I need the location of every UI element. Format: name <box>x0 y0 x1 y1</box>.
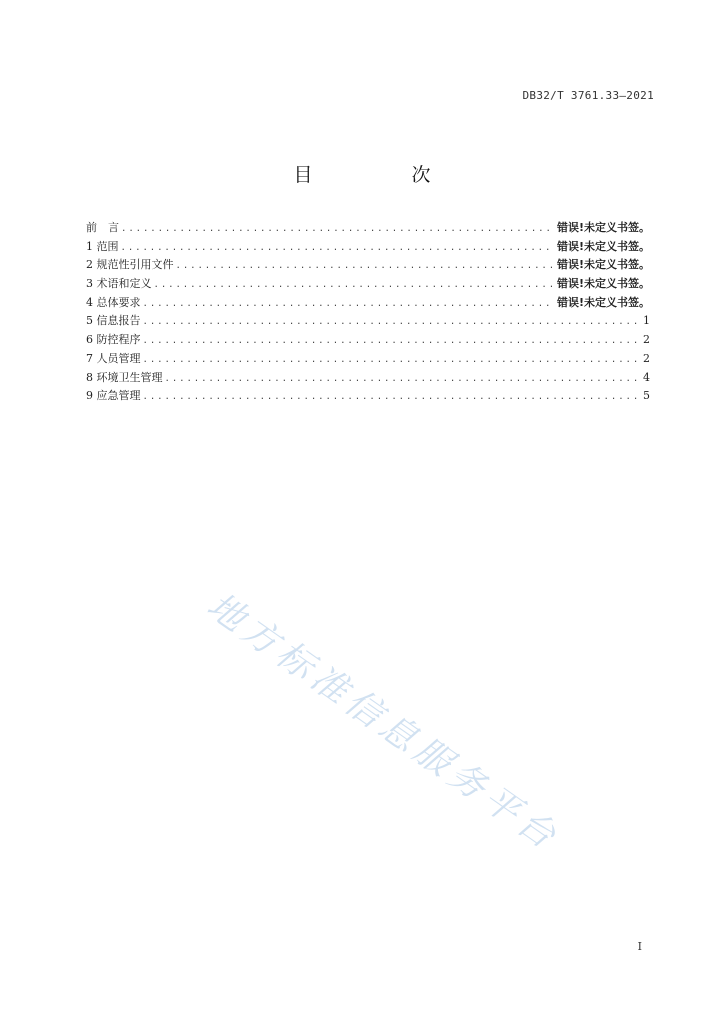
watermark: 地方标准信息服务平台 <box>199 585 568 860</box>
toc-entry[interactable] <box>86 331 650 350</box>
toc-leader-dots <box>143 295 553 313</box>
toc-entry[interactable] <box>86 275 650 294</box>
toc-entry-label: 1 范围 <box>86 239 119 253</box>
toc-leader-dots <box>176 257 553 275</box>
toc-entry-label: 8 环境卫生管理 <box>86 370 163 384</box>
toc-entry[interactable] <box>86 238 650 257</box>
toc-leader-dots <box>143 332 640 350</box>
toc-entry-page: 错误!未定义书签。 <box>556 239 650 253</box>
toc-leader-dots <box>143 351 640 369</box>
toc-entry-label: 2 规范性引用文件 <box>86 258 174 272</box>
toc-entry-page: 5 <box>643 389 650 403</box>
toc-entry-label: 4 总体要求 <box>86 295 141 309</box>
toc-leader-dots <box>165 370 640 388</box>
table-of-contents <box>86 219 650 406</box>
toc-entry[interactable] <box>86 219 650 238</box>
toc-entry-label: 6 防控程序 <box>86 333 141 347</box>
toc-entry-page: 1 <box>643 314 650 328</box>
toc-entry[interactable] <box>86 256 650 275</box>
toc-entry[interactable] <box>86 294 650 313</box>
page-title: 目 次 <box>293 164 471 186</box>
toc-leader-dots <box>143 388 640 406</box>
toc-leader-dots <box>154 276 553 294</box>
toc-entry-page: 错误!未定义书签。 <box>556 295 650 309</box>
toc-entry[interactable] <box>86 369 650 388</box>
page-number: I <box>637 940 642 953</box>
toc-entry-page: 2 <box>643 351 650 365</box>
toc-entry-page: 2 <box>643 333 650 347</box>
toc-entry[interactable] <box>86 350 650 369</box>
toc-leader-dots <box>143 313 640 331</box>
toc-entry-page: 错误!未定义书签。 <box>556 221 650 234</box>
toc-entry-label: 7 人员管理 <box>86 351 141 365</box>
toc-entry[interactable] <box>86 387 650 406</box>
toc-entry-label: 前 言 <box>86 221 119 234</box>
toc-entry-page: 错误!未定义书签。 <box>556 258 650 272</box>
toc-leader-dots <box>121 239 553 257</box>
document-code: DB32/T 3761.33—2021 <box>522 89 654 102</box>
toc-leader-dots <box>121 220 553 238</box>
toc-entry-page: 4 <box>643 370 650 384</box>
toc-entry-label: 9 应急管理 <box>86 389 141 403</box>
toc-entry-page: 错误!未定义书签。 <box>556 277 650 291</box>
toc-entry-label: 5 信息报告 <box>86 314 141 328</box>
toc-entry-label: 3 术语和定义 <box>86 277 152 291</box>
toc-entry[interactable] <box>86 312 650 331</box>
